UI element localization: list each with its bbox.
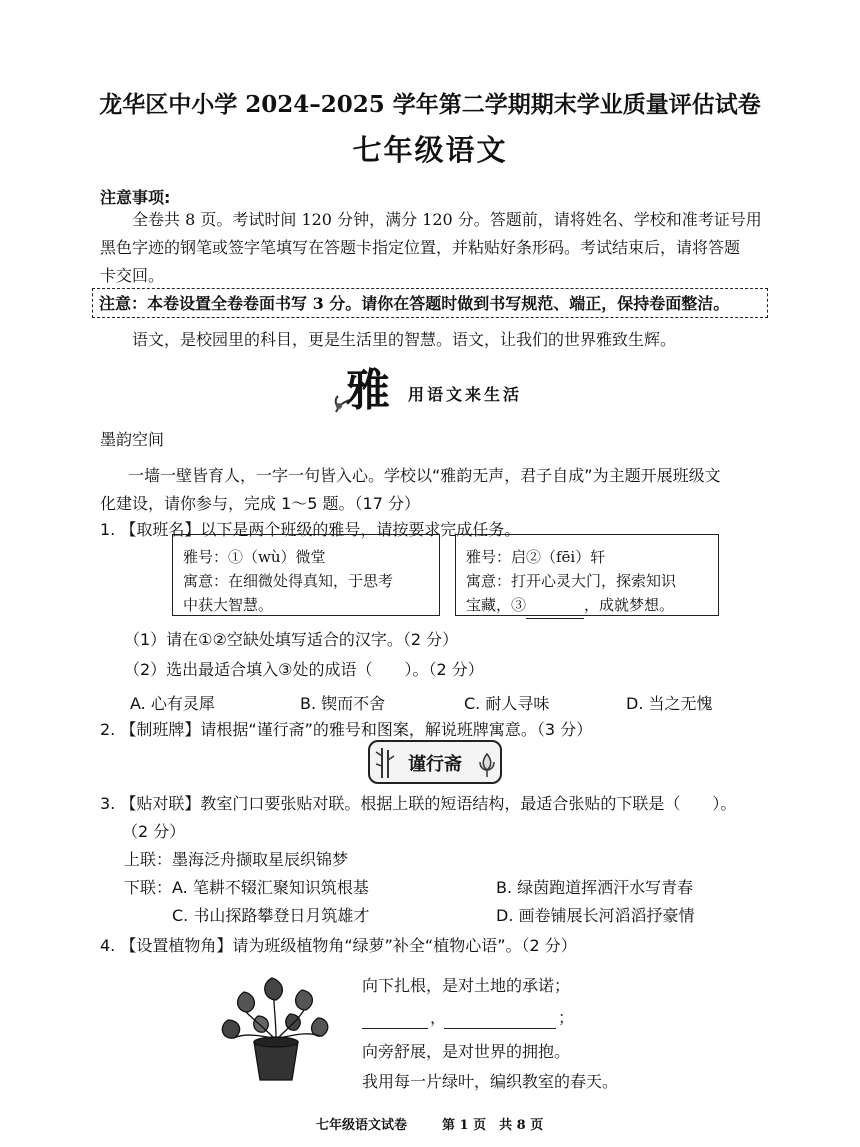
poem-blank-2[interactable] — [444, 1004, 556, 1029]
question-2-stem: 2. 【制班牌】请根据“谨行斋”的雅号和图案，解说班牌寓意。（3 分） — [100, 720, 593, 739]
lower-couplet-label: 下联： — [124, 878, 173, 897]
class-name-box-b — [455, 534, 719, 616]
box-a-line-2: 寓意：在细微处得真知，于思考 — [183, 572, 394, 590]
pothos-plant-illustration — [214, 972, 338, 1084]
poem-semicolon: ； — [558, 1008, 575, 1027]
exam-title: 龙华区中小学 2024–2025 学年第二学期期末学业质量评估试卷 — [99, 91, 761, 118]
box-a-line-3: 中获大智慧。 — [183, 596, 274, 614]
answer-blank-3[interactable] — [526, 596, 584, 619]
question-3-score: （2 分） — [122, 822, 186, 841]
notes-line-3: 卡交回。 — [100, 266, 165, 285]
upper-couplet: 上联：墨海泛舟撷取星辰织锦梦 — [124, 850, 349, 869]
question-3-stem: 3. 【贴对联】教室门口要张贴对联。根据上联的短语结构，最适合张贴的下联是（ ）。 — [100, 794, 737, 813]
box-b-line-1: 雅号：启②（fēi）轩 — [466, 548, 606, 566]
poem-line-2 — [362, 1004, 575, 1032]
notes-line-1: 全卷共 8 页。考试时间 120 分钟，满分 120 分。答题前，请将姓名、学校和准考证号用 — [132, 210, 762, 229]
question-1-stem: 1. 【取班名】以下是两个班级的雅号，请按要求完成任务。 — [100, 520, 521, 539]
poem-line-4: 我用每一片绿叶，编织教室的春天。 — [362, 1072, 619, 1091]
box-b-line-3b: ，成就梦想。 — [584, 596, 675, 614]
exam-subtitle: 七年级语文 — [352, 133, 508, 167]
question-1-sub-1: （1）请在①②空缺处填写适合的汉字。（2 分） — [124, 630, 459, 649]
box-b-line-3a: 宝藏，③ — [466, 596, 527, 614]
q1-option-b[interactable]: B. 锲而不舍 — [300, 694, 386, 713]
intro-sentence: 语文，是校园里的科目，更是生活里的智慧。语文，让我们的世界雅致生辉。 — [132, 330, 677, 349]
q3-option-c[interactable]: C. 书山探路攀登日月筑雄才 — [172, 906, 370, 925]
section-big-char: 雅 — [346, 365, 390, 416]
section-intro-1: 一墙一壁皆育人，一字一句皆入心。学校以“雅韵无声，君子自成”为主题开展班级文 — [128, 466, 721, 485]
notes-heading: 注意事项: — [100, 188, 171, 207]
question-1-sub-2: （2）选出最适合填入③处的成语（ ）。（2 分） — [124, 660, 484, 679]
plaque-text: 谨行斋 — [408, 754, 462, 775]
question-4-stem: 4. 【设置植物角】请为班级植物角“绿萝”补全“植物心语”。（2 分） — [100, 936, 577, 955]
q1-option-a[interactable]: A. 心有灵犀 — [130, 694, 215, 713]
class-plaque — [368, 740, 502, 784]
box-a-line-1: 雅号：①（wù）微堂 — [183, 548, 326, 566]
q3-option-d[interactable]: D. 画卷铺展长河滔滔抒豪情 — [496, 906, 695, 925]
writing-notice-box: 注意：本卷设置全卷卷面书写 3 分。请你在答题时做到书写规范、端正，保持卷面整洁。 — [92, 288, 768, 318]
question-1-options — [130, 690, 730, 718]
class-name-box-a — [172, 534, 440, 616]
section-intro-2: 化建设，请你参与，完成 1～5 题。（17 分） — [100, 494, 420, 513]
poem-line-1: 向下扎根，是对土地的承诺； — [362, 976, 571, 995]
footer-paper-name: 七年级语文试卷 — [316, 1118, 408, 1133]
q1-option-c[interactable]: C. 耐人寻味 — [464, 694, 550, 713]
footer-page-number: 第 1 页 共 8 页 — [442, 1118, 544, 1133]
q3-option-a[interactable]: A. 笔耕不辍汇聚知识筑根基 — [172, 878, 369, 897]
section-caption: 用语文来生活 — [408, 385, 523, 404]
sub-heading: 墨韵空间 — [100, 430, 165, 449]
notes-line-2: 黑色字迹的钢笔或签字笔填写在答题卡指定位置，并粘贴好条形码。考试结束后，请将答题 — [100, 238, 741, 257]
q1-option-d[interactable]: D. 当之无愧 — [626, 694, 713, 713]
poem-blank-1[interactable] — [362, 1004, 428, 1029]
poem-line-3: 向旁舒展，是对世界的拥抱。 — [362, 1042, 571, 1061]
q3-option-b[interactable]: B. 绿茵跑道挥洒汗水写青春 — [496, 878, 694, 897]
poem-comma: ， — [430, 1008, 447, 1027]
box-b-line-2: 寓意：打开心灵大门，探索知识 — [466, 572, 677, 590]
